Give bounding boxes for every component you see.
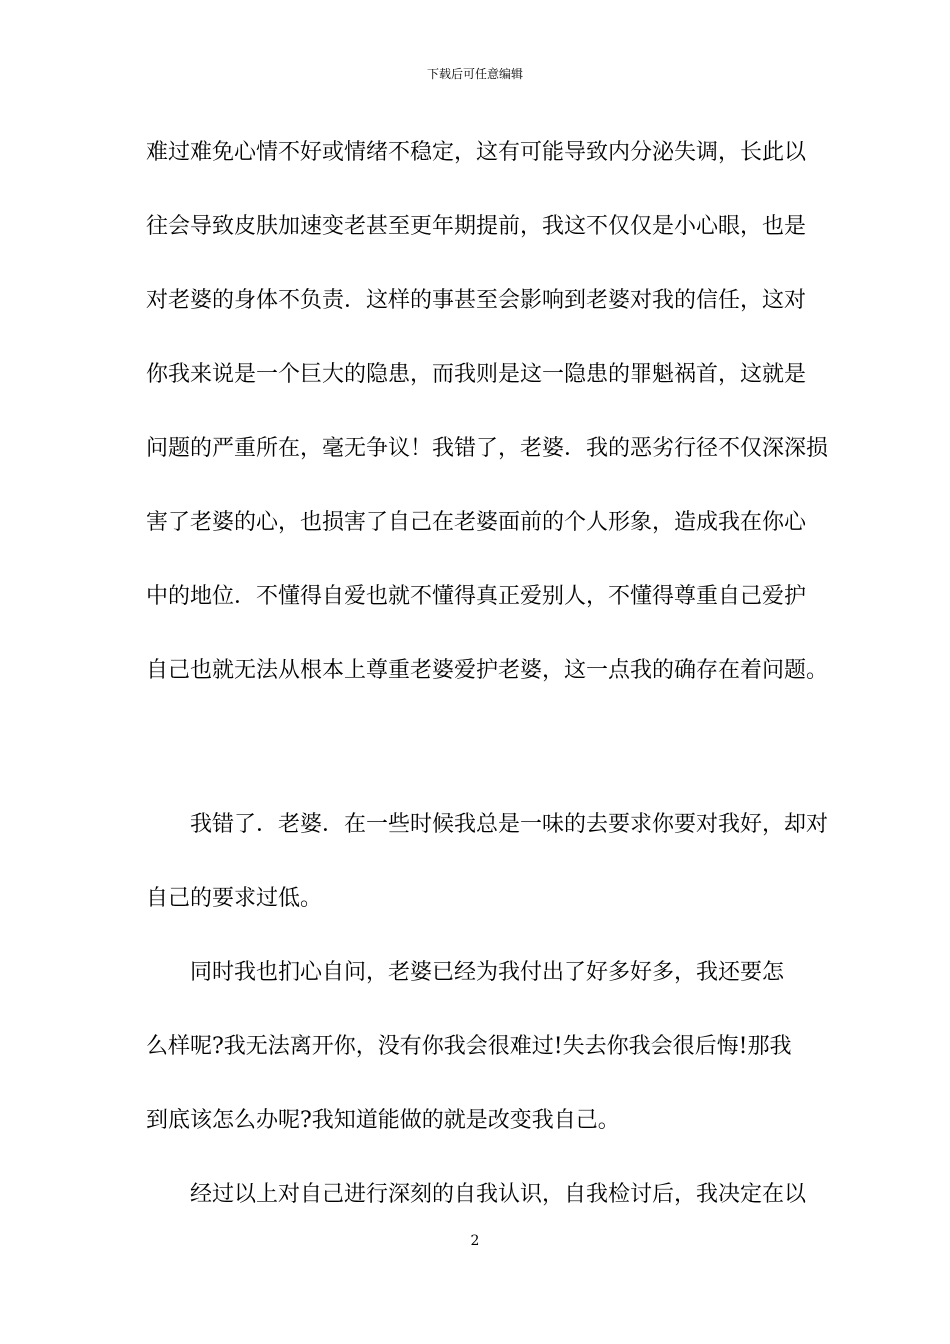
text-line: 往会导致皮肤加速变老甚至更年期提前，我这不仅仅是小心眼，也是 bbox=[146, 214, 807, 239]
text-line: 到底该怎么办呢?我知道能做的就是改变我自己。 bbox=[146, 1108, 620, 1133]
page-header: 下载后可任意编辑 bbox=[426, 67, 523, 81]
text-line: 我错了．老婆．在一些时候我总是一味的去要求你要对我好，却对 bbox=[146, 812, 829, 837]
text-line: 难过难免心情不好或情绪不稳定，这有可能导致内分泌失调，长此以 bbox=[146, 140, 807, 165]
text-line: 害了老婆的心，也损害了自己在老婆面前的个人形象，造成我在你心 bbox=[146, 510, 807, 535]
text-line: 么样呢?我无法离开你，没有你我会很难过!失去你我会很后悔!那我 bbox=[146, 1034, 792, 1059]
text-line: 同时我也扪心自问，老婆已经为我付出了好多好多，我还要怎 bbox=[146, 960, 785, 985]
text-line: 你我来说是一个巨大的隐患，而我则是这一隐患的罪魁祸首，这就是 bbox=[146, 362, 807, 387]
text-line: 中的地位．不懂得自爱也就不懂得真正爱别人，不懂得尊重自己爱护 bbox=[146, 584, 807, 609]
text-line: 问题的严重所在，毫无争议！我错了，老婆．我的恶劣行径不仅深深损 bbox=[146, 436, 829, 461]
text-line: 自己的要求过低。 bbox=[146, 886, 323, 911]
text-line: 对老婆的身体不负责．这样的事甚至会影响到老婆对我的信任，这对 bbox=[146, 288, 807, 313]
text-line: 自己也就无法从根本上尊重老婆爱护老婆，这一点我的确存在着问题。 bbox=[146, 658, 829, 683]
page-number: 2 bbox=[470, 1233, 480, 1249]
text-line: 经过以上对自己进行深刻的自我认识，自我检讨后，我决定在以 bbox=[146, 1182, 807, 1207]
